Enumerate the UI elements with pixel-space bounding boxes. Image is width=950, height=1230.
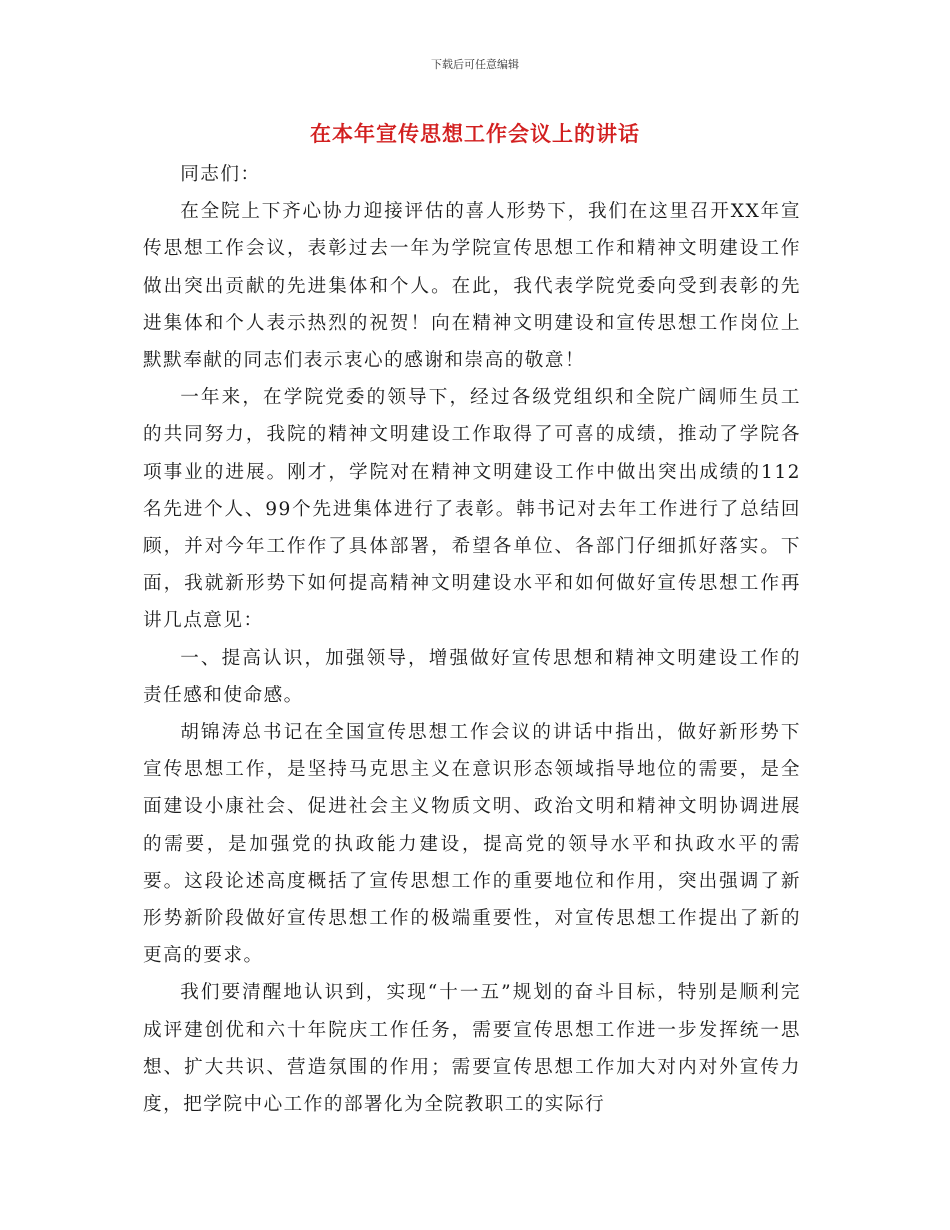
salutation: 同志们：: [180, 164, 261, 185]
paragraph: 一年来，在学院党委的领导下，经过各级党组织和全院广阔师生员工的共同努力，我院的精神文明建设工作取得了可喜的成绩，推动了学院各项事业的进展。刚才，学院对在精神文明建设工作中做出突出成绩的112名先进个人、99个先进集体进行了表彰。韩书记对去年工作进行了总结回顾，并对今年工作作了具体部署，希望各单位、各部门仔细抓好落实。下面，我就新形势下如何提高精神文明建设水平和如何做好宣传思想工作再讲几点意见：: [143, 387, 801, 632]
document-title: 在本年宣传思想工作会议上的讲话: [310, 122, 640, 146]
document-body: [143, 156, 801, 1123]
paragraph: 我们要清醒地认识到，实现“十一五”规划的奋斗目标，特别是顺利完成评建创优和六十年院庆工作任务，需要宣传思想工作进一步发挥统一思想、扩大共识、营造氛围的作用；需要宣传思想工作加大对内对外宣传力度，把学院中心工作的部署化为全院教职工的实际行: [143, 982, 801, 1116]
header-note: 下载后可任意编辑: [431, 58, 519, 71]
section-heading: 一、提高认识，加强领导，增强做好宣传思想和精神文明建设工作的责任感和使命感。: [143, 647, 801, 706]
paragraph: 胡锦涛总书记在全国宣传思想工作会议的讲话中指出，做好新形势下宣传思想工作，是坚持马克思主义在意识形态领域指导地位的需要，是全面建设小康社会、促进社会主义物质文明、政治文明和精神文明协调进展的需要，是加强党的执政能力建设，提高党的领导水平和执政水平的需要。这段论述高度概括了宣传思想工作的重要地位和作用，突出强调了新形势新阶段做好宣传思想工作的极端重要性，对宣传思想工作提出了新的更高的要求。: [143, 722, 801, 967]
paragraph: 在全院上下齐心协力迎接评估的喜人形势下，我们在这里召开XX年宣传思想工作会议，表彰过去一年为学院宣传思想工作和精神文明建设工作做出突出贡献的先进集体和个人。在此，我代表学院党委向受到表彰的先进集体和个人表示热烈的祝贺！向在精神文明建设和宣传思想工作岗位上默默奉献的同志们表示衷心的感谢和崇高的敬意！: [143, 201, 801, 372]
